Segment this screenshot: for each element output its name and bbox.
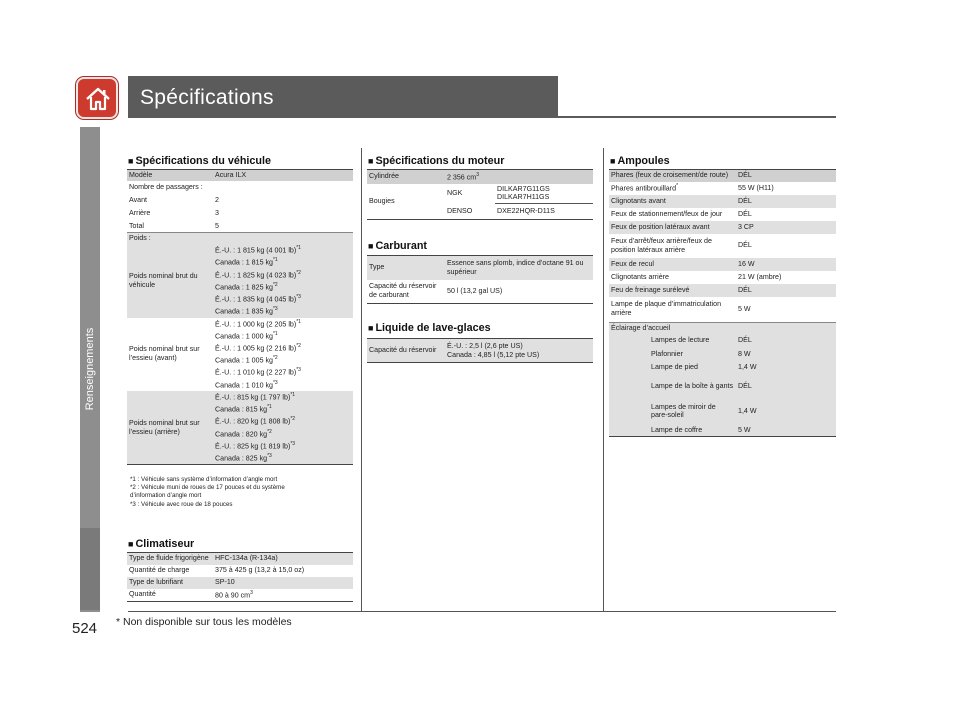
cell: Canada : 1 005 $kg^{*2}$ [213,354,353,366]
home-button[interactable] [76,77,118,119]
cell: Clignotants arrière [609,271,736,284]
cell: 1,4 W [736,361,836,374]
cell: Feu de freinage surélevé [609,284,736,297]
cell: É.-U. : 1 010 kg (2 227 lb)$^{*3}$ [213,366,353,378]
col-header: Acura ILX [213,170,353,181]
cell: HFC-134a (R-134a) [213,553,353,565]
cell: Feux de recul [609,258,736,271]
cell: É.-U. : 825 kg (1 819 lb)$^{*3}$ [213,440,353,452]
cell: DÉL [736,208,836,221]
cell: Canada : 1 825 $kg^{*2}$ [213,281,353,293]
weight-label: Poids : [127,233,353,244]
vehicle-notes [130,476,285,509]
group-label: Poids nominal brut du véhicule [127,244,213,317]
cell: Total [127,220,213,233]
cell: Cylindrée [367,170,445,184]
cell: É.-U. : 1 825 kg (4 023 lb)$^{*2}$ [213,269,353,281]
cell: Lampe de la boîte à gants [649,374,736,399]
side-tab-block [80,528,100,610]
cell: É.-U. : 820 kg (1 808 lb)$^{*2}$ [213,415,353,427]
passengers-label: Nombre de passagers : [127,181,353,194]
cell: 5 W [736,297,836,323]
column-divider-2 [603,148,604,612]
cell: Canada : 825 $kg^{*3}$ [213,452,353,465]
bulbs-table [609,169,836,437]
cell: É.-U. : 1 005 kg (2 216 lb)$^{*2}$ [213,342,353,354]
climate-table [127,552,353,602]
cell: É.-U. : 815 kg (1 797 lb)$^{*1}$ [213,391,353,403]
cell: Canada : 820 $kg^{*2}$ [213,428,353,440]
section-heading-bulbs: ■ Ampoules [610,155,670,167]
cell: DÉL [736,170,836,182]
footnote: * Non disponible sur tous les modèles [116,616,292,628]
cell: Clignotants avant [609,195,736,208]
cell: Phares (feux de croisement/de route) [609,170,736,182]
cell: Lampe de plaque d’immatriculation arrière [609,297,736,323]
cell: Canada : 1 010 $kg^{*3}$ [213,379,353,391]
cell: Avant [127,194,213,207]
cell: Type de fluide frigorigène [127,553,213,565]
section-heading-washer: ■ Liquide de lave-glaces [368,322,491,334]
cell: Arrière [127,207,213,220]
cell: DÉL [736,334,836,348]
cell: 21 W (ambre) [736,271,836,284]
cell: 80 à 90 $cm^3$ [213,589,353,602]
cell: Feux de stationnement/feux de jour [609,208,736,221]
cell: Type de lubrifiant [127,577,213,589]
cell: 2 [213,194,353,207]
cell: Quantité [127,589,213,602]
note: *2 : Véhicule muni de roues de 17 pouces et du système [130,484,285,492]
fuel-table [367,255,593,304]
note: *3 : Véhicule avec roue de 18 pouces [130,500,233,508]
cell: 50 l (13,2 gal US) [445,280,593,304]
cell: DXE22HQR-D11S [495,204,593,220]
column-divider-1 [361,148,362,612]
cell: Bougies [367,184,445,220]
cell: NGK [445,184,495,204]
page-title-bar [128,76,558,116]
section-heading-engine: ■ Spécifications du moteur [368,155,505,167]
cell: Lampe de coffre [649,424,736,437]
group-label: Poids nominal brut sur l’essieu (avant) [127,318,213,391]
page-number: 524 [72,620,98,637]
cell: Canada : 1 000 $kg^{*1}$ [213,330,353,342]
cell: Lampes de lecture [649,334,736,348]
page-title: Spécifications [140,86,274,109]
cell: Plafonnier [649,348,736,361]
cell: 375 à 425 g (13,2 à 15,0 oz) [213,565,353,577]
cell: Feux de position latéraux avant [609,221,736,234]
cell: Capacité du réservoir de carburant [367,280,445,304]
cell: DENSO [445,204,495,220]
cell: 55 W (H11) [736,182,836,195]
title-underline [128,116,836,118]
section-heading-vehicle: ■ Spécifications du véhicule [128,155,272,167]
interior-label: Éclairage d’accueil [609,323,836,334]
cell: 5 [213,220,353,233]
cell: Canada : 815 $kg^{*1}$ [213,403,353,415]
cell: Phares antibrouillard* [609,182,736,195]
cell: 5 W [736,424,836,437]
cell: DILKAR7G11GS DILKAR7H11GS [495,184,593,204]
cell: Quantité de charge [127,565,213,577]
cell: 16 W [736,258,836,271]
cell: É.-U. : 1 835 kg (4 045 lb)$^{*3}$ [213,293,353,305]
section-heading-climate: ■ Climatiseur [128,538,195,550]
group-label: Poids nominal brut sur l’essieu (arrière) [127,391,213,465]
bottom-rule [128,611,836,612]
cell: 2 356 $cm^3$ [445,170,593,184]
cell: DÉL [736,195,836,208]
cell: Canada : 1 815 $kg^{*1}$ [213,256,353,268]
cell: É.-U. : 2,5 l (2,6 pte US) Canada : 4,85 l (5,12 pte US) [445,339,593,363]
engine-table [367,169,593,220]
cell: 3 CP [736,221,836,234]
note: *1 : Véhicule sans système d’information d’angle mort [130,476,278,483]
cell: DÉL [736,284,836,297]
cell: Essence sans plomb, indice d’octane 91 ou supérieur [445,256,593,280]
vehicle-specs-table [127,169,353,465]
cell: Feux d’arrêt/feux arrière/feux de position latéraux arrière [609,234,736,258]
cell: SP-10 [213,577,353,589]
cell: Canada : 1 835 $kg^{*3}$ [213,305,353,317]
home-icon [84,85,112,113]
cell: 3 [213,207,353,220]
cell: Lampes de miroir de pare-soleil [649,399,736,424]
cell: 1,4 W [736,399,836,424]
cell: É.-U. : 1 815 kg (4 001 lb)$^{*1}$ [213,244,353,256]
cell: 8 W [736,348,836,361]
note: d’information d’angle mort [130,492,202,500]
cell: É.-U. : 1 000 kg (2 205 lb)$^{*1}$ [213,318,353,330]
washer-table [367,338,593,363]
cell: DÉL [736,234,836,258]
cell: Type [367,256,445,280]
col-header: Modèle [127,170,213,181]
cell: Lampe de pied [649,361,736,374]
cell: Capacité du réservoir [367,339,445,363]
section-heading-fuel: ■ Carburant [368,240,428,252]
cell: DÉL [736,374,836,399]
side-tab-label: Renseignements [84,327,96,411]
